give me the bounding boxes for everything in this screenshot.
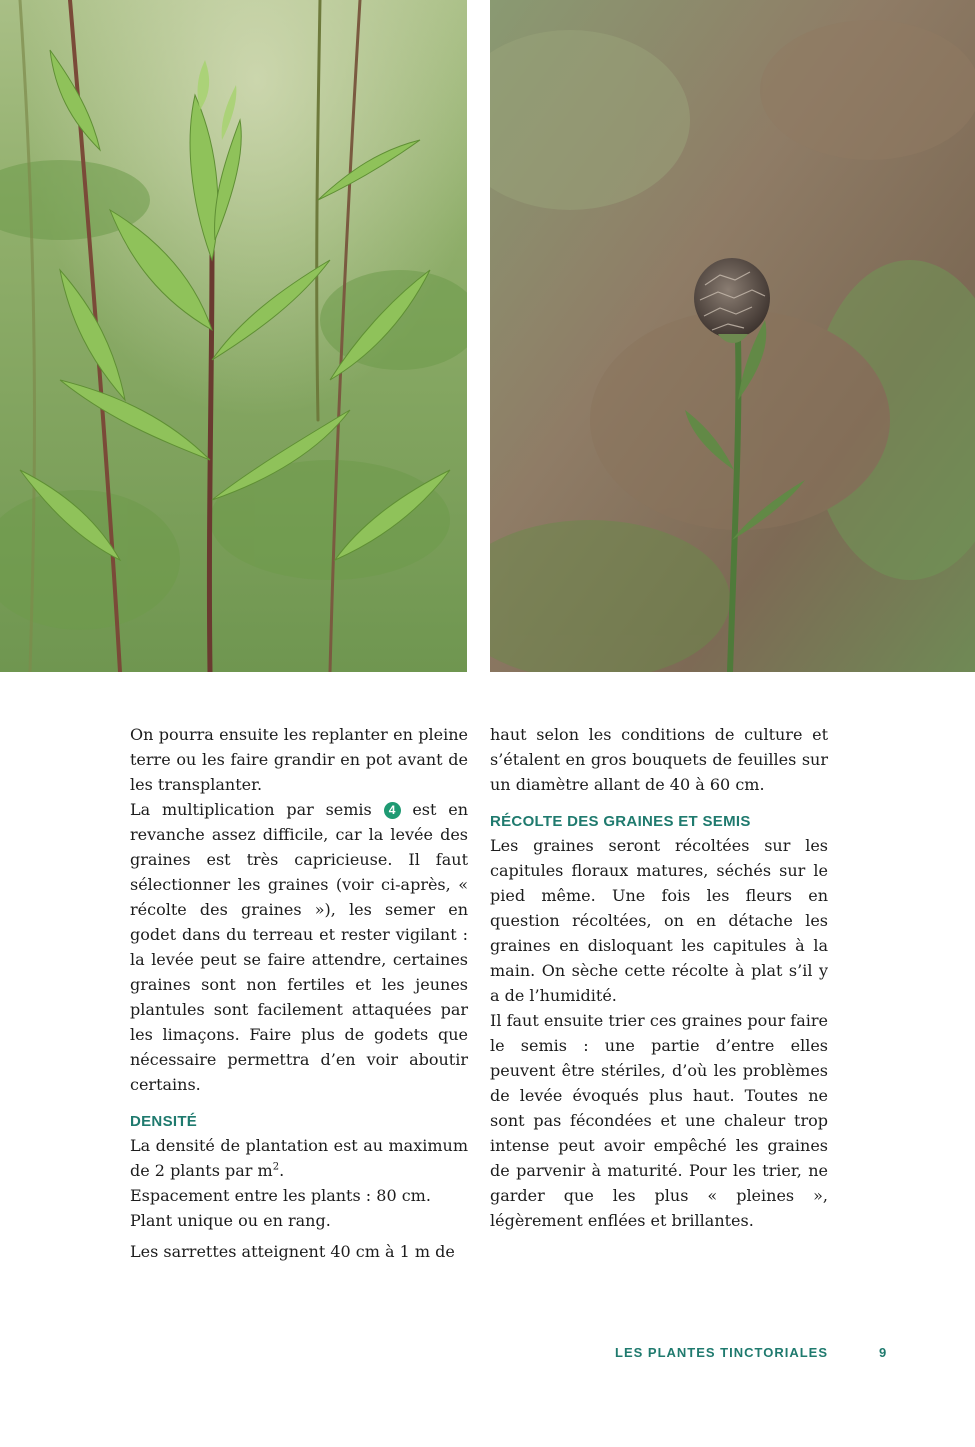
paragraph: Espacement entre les plants : 80 cm.	[130, 1186, 431, 1205]
section-heading-recolte: RÉCOLTE DES GRAINES ET SEMIS	[490, 813, 751, 830]
paragraph-text: .	[279, 1161, 285, 1180]
text-column-left	[130, 722, 468, 1264]
superscript: 2	[272, 1161, 280, 1173]
plant-photo-illustration	[0, 0, 467, 672]
paragraph: Les sarrettes atteignent 40 cm à 1 m de	[130, 1242, 455, 1261]
paragraph-text: La multiplication par semis	[130, 800, 384, 819]
photo-flower-bud	[490, 0, 975, 672]
paragraph-multiplication	[130, 797, 468, 1097]
text-column-right	[490, 722, 828, 1233]
paragraph: Il faut ensuite trier ces graines pour faire le semis : une partie d’entre elles peuvent être stériles, d’où les problèmes de levée évoqués plus haut. Toutes ne sont pas fécondées et une chaleur trop intense peut avoir empêché les graines de parvenir à maturité. Pour les trier, ne garder que les plus « pleines », légèrement enflées et brillantes.	[490, 1011, 828, 1230]
step-number-badge: 4	[384, 802, 401, 819]
paragraph: On pourra ensuite les replanter en pleine terre ou les faire grandir en pot avant de les transplanter.	[130, 725, 468, 794]
page-number: 9	[879, 1345, 887, 1360]
bud-photo-illustration	[490, 0, 975, 672]
page-footer	[0, 1345, 975, 1365]
paragraph: haut selon les conditions de culture et s’étalent en gros bouquets de feuilles sur un diamètre allant de 40 à 60 cm.	[490, 725, 828, 794]
paragraph-density	[130, 1133, 468, 1183]
paragraph-text: La densité de plantation est au maximum de 2 plants par m	[130, 1136, 468, 1180]
section-heading-densite: DENSITÉ	[130, 1113, 198, 1130]
photo-green-plant	[0, 0, 467, 672]
paragraph: Plant unique ou en rang.	[130, 1211, 331, 1230]
paragraph-text: est en revanche assez difficile, car la levée des graines est très capricieuse. Il faut sélectionner les graines (voir ci-après, « récolte des graines »), les semer en godet dans du terreau et rester vigilant : la levée peut se faire attendre, certaines graines sont non fertiles et les jeunes plantules sont facilement attaquées par les limaçons. Faire plus de godets que nécessaire permettra d’en voir aboutir certains.	[130, 800, 468, 1094]
paragraph: Les graines seront récoltées sur les capitules floraux matures, séchés sur le pied même. Une fois les fleurs en question récoltées, on en détache les graines en disloquant les capitules à la main. On sèche cette récolte à plat s’il y a de l’humidité.	[490, 836, 828, 1005]
running-title: LES PLANTES TINCTORIALES	[615, 1345, 828, 1360]
